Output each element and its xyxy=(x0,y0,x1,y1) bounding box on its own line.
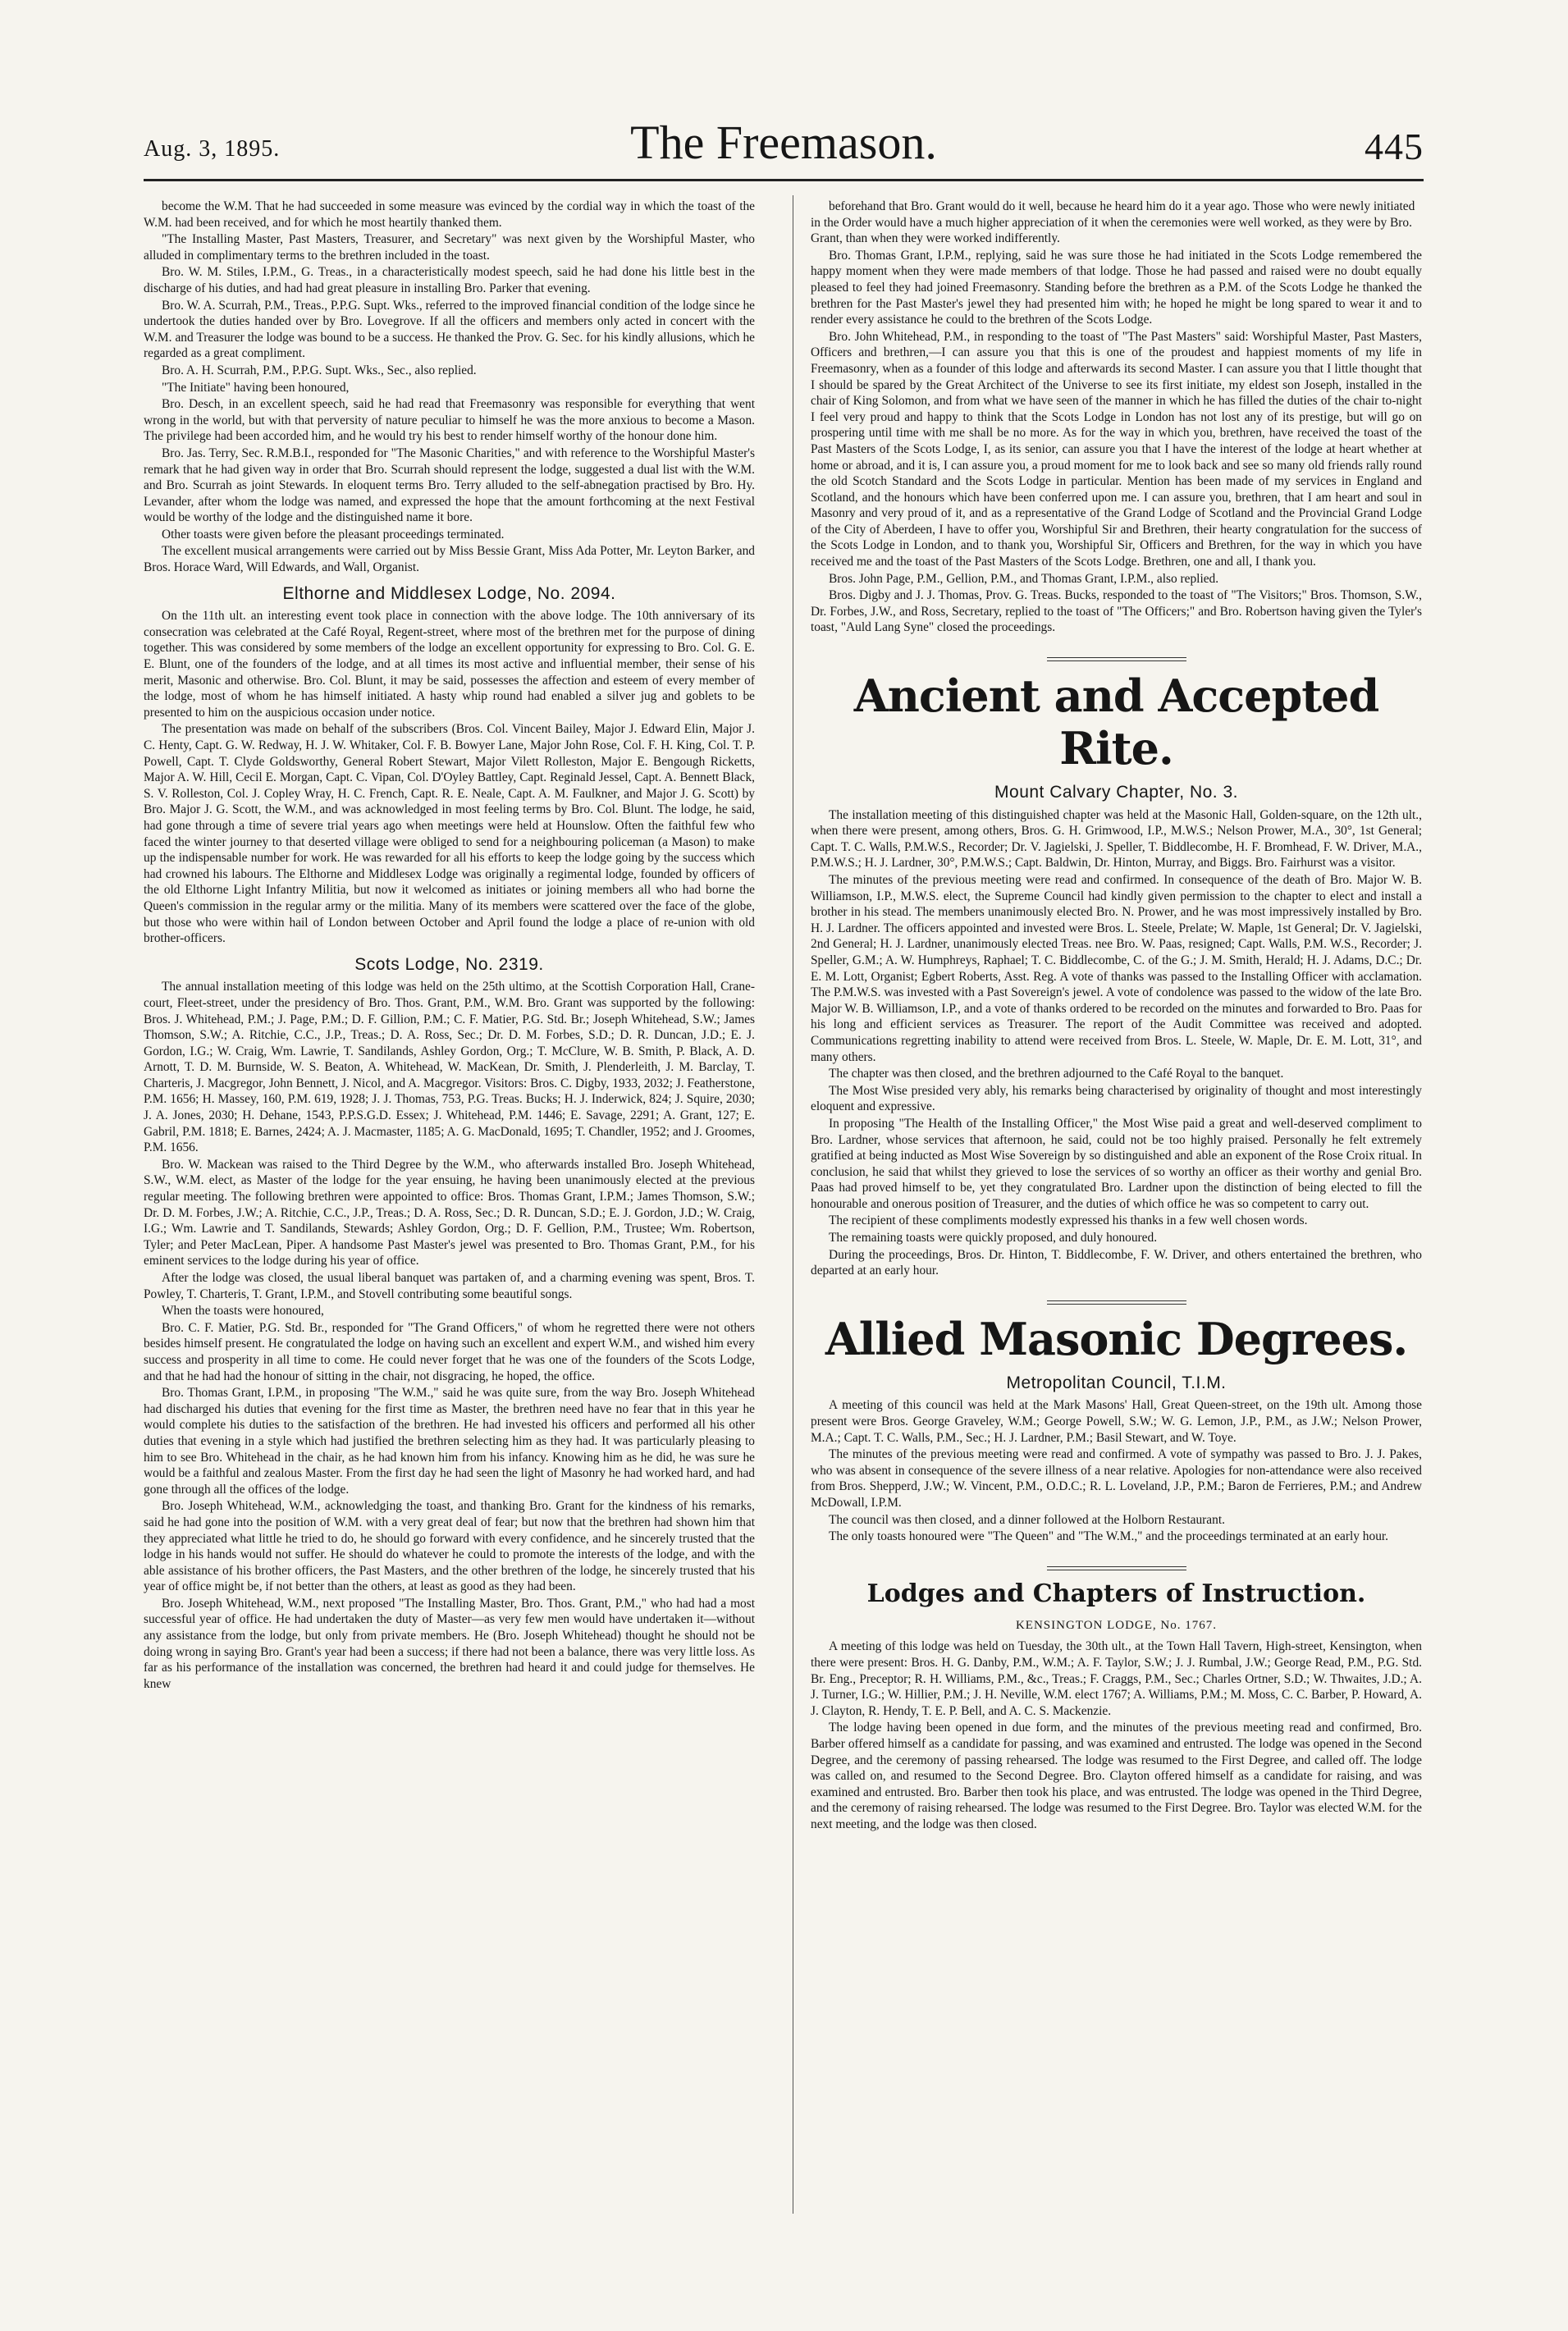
allied-degrees-article xyxy=(811,1397,1422,1544)
masthead-rule xyxy=(144,179,1424,181)
paragraph: The only toasts honoured were "The Queen" and "The W.M.," and the proceedings terminated at an early hour. xyxy=(829,1529,1389,1544)
paragraph: Bro. Joseph Whitehead, W.M., acknowledging the toast, and thanking Bro. Grant for the kindness of his remarks, said he had gone into the position of W.M. with a very great deal of fear; but now that the brethren had shown him that they appreciated what little he tried to do, he should go forward with every confidence, and he sincerely trusted that the lodge in his hands would not suffer. He should do whatever he could to promote the interests of the lodge, and with the able assistance of his brother officers, the Past Masters, and the other brethren of the lodge, he sincerely trusted that his year of office might be, if not better than the others, at least as good as they had been. xyxy=(144,1499,755,1594)
kensington-lodge-heading: KENSINGTON LODGE, No. 1767. xyxy=(1015,1618,1218,1632)
paragraph: Bro. Thomas Grant, I.P.M., replying, said he was sure those he had initiated in the Scots Lodge remembered the happy moment when they were made members of that lodge. Those he had passed and raised were no doubt equally pleased to feel they had joined Freemasonry. Standing before the brethren as a P.M. of the Scots Lodge he thanked the brethren for the Past Master's jewel they had presented him with; he hoped he might be long spared to wear it and to render every assistance he could to the brethren of the Scots Lodge. xyxy=(811,248,1422,327)
paragraph: Bro. Desch, in an excellent speech, said he had read that Freemasonry was responsible for everything that went wrong in the world, but with that perversity of nature peculiar to himself he was the more anxious to become a Mason. The privilege had been accorded him, and he would try his best to render himself worthy of the honour done him. xyxy=(144,397,755,444)
section-rule xyxy=(1047,1300,1186,1305)
ancient-rite-article xyxy=(811,807,1422,1279)
paragraph: become the W.M. That he had succeeded in some measure was evinced by the cordial way in which the toast of the W.M. had been received, and for which he most heartily thanked them. xyxy=(144,199,755,230)
paragraph: The recipient of these compliments modestly expressed his thanks in a few well chosen words. xyxy=(829,1213,1308,1228)
paragraph: The council was then closed, and a dinner followed at the Holborn Restaurant. xyxy=(829,1512,1225,1527)
paragraph: During the proceedings, Bros. Dr. Hinton, T. Biddlecombe, F. W. Driver, and others entertained the brethren, who departed at an early hour. xyxy=(811,1247,1422,1278)
page-number: 445 xyxy=(1365,126,1424,167)
paragraph: beforehand that Bro. Grant would do it well, because he heard him do it a year ago. Those who were newly initiated in the Order would have a much higher appreciation of it when the ceremonies were well worked, as they were by Bro. Grant, than when they were worked indifferently. xyxy=(811,199,1415,246)
paragraph: "The Installing Master, Past Masters, Treasurer, and Secretary" was next given by the Worshipful Master, who alluded in complimentary terms to the brethren included in the toast. xyxy=(144,232,755,263)
paragraph: Bros. John Page, P.M., Gellion, P.M., and Thomas Grant, I.P.M., also replied. xyxy=(829,571,1219,586)
paragraph: The minutes of the previous meeting were read and confirmed. A vote of sympathy was passed to Bro. J. J. Pakes, who was absent in consequence of the severe illness of a near relative. Apologies for non-attendance were also received from Bros. Shepperd, J.W.; W. Vincent, P.M., O.D.C.; R. L. Loveland, J.P., P.M.; Baron de Ferrieres, P.M.; and Andrew McDowall, I.P.M. xyxy=(811,1447,1422,1510)
scots-article xyxy=(144,979,755,1692)
paragraph: A meeting of this lodge was held on Tuesday, the 30th ult., at the Town Hall Tavern, High-street, Kensington, when there were present: Bros. H. G. Danby, P.M., W.M.; A. F. Taylor, S.W.; J. J. Rumbal, J.W.; George Read, P.M., P.G. Std. Br. Eng., Preceptor; R. H. Williams, P.M., &c., Treas.; F. Craggs, P.M., Sec.; Charles Ortner, S.D.; W. Thwaites, J.D.; A. J. Turner, I.G.; W. Hillier, P.M.; J. H. Neville, W.M. elect 1767; A. Williams, P.M.; M. Moss, C. C. Barber, P. Howard, A. J. Clayton, R. Hendy, T. E. P. Bell, and A. C. S. Mackenzie. xyxy=(811,1639,1422,1718)
paragraph: The installation meeting of this distinguished chapter was held at the Masonic Hall, Golden-square, on the 12th ult., when there were present, among others, Bros. G. H. Grimwood, I.P., M.W.S.; Nelson Prower, M.A., 30°, 1st General; Capt. T. C. Walls, P.M.W.S., Recorder; Dr. V. Jagielski, J. Speller, T. Biddlecombe, H. F. Bromhead, F. W. Driver, M.A., P.M.W.S.; H. J. Lardner, 30°, P.M.W.S.; Capt. Baldwin, Dr. Hinton, Murray, and Biggs. Bro. Fairhurst was a visitor. xyxy=(811,807,1422,871)
paragraph: On the 11th ult. an interesting event took place in connection with the above lodge. The 10th anniversary of its consecration was celebrated at the Café Royal, Regent-street, where most of the brethren met for the purpose of dining together. This was considered by some members of the lodge an excellent opportunity for expressing to Bro. Col. G. E. E. Blunt, one of the founders of the lodge, and at all times its most active and influential member, their sense of his merit, Masonic and otherwise. Bro. Col. Blunt, it may be said, possesses the affection and esteem of every member of the lodge, most of whom he has himself initiated. A hasty whip round had enabled a silver jug and goblets to be presented to him on the auspicious occasion under notice. xyxy=(144,609,755,720)
paragraph: The remaining toasts were quickly proposed, and duly honoured. xyxy=(829,1231,1158,1245)
scots-article-continued xyxy=(811,199,1422,636)
left-column xyxy=(144,199,755,1693)
paragraph: Bros. Digby and J. J. Thomas, Prov. G. Treas. Bucks, responded to the toast of "The Visitors;" Bros. Thomson, S.W., Dr. Forbes, J.W., and Ross, Secretary, replied to the toast of "The Officers;" and Bro. Robertson having given the Tyler's toast, "Auld Lang Syne" closed the proceedings. xyxy=(811,588,1422,635)
paragraph: Bro. Jas. Terry, Sec. R.M.B.I., responded for "The Masonic Charities," and with reference to the Worshipful Master's remark that he had given way in order that Bro. Scurrah should represent the lodge, suggested a dual list with the W.M. and Bro. Scurrah as joint Stewards. In eloquent terms Bro. Terry alluded to the self-abnegation practised by Bro. Hy. Levander, after whom the lodge was named, and expressed the hope that the amount forthcoming at the next Festival would be worthy of the lodge and the distinguished name it bore. xyxy=(144,446,755,525)
section-rule xyxy=(1047,1566,1186,1570)
metropolitan-council-heading: Metropolitan Council, T.I.M. xyxy=(1006,1373,1227,1392)
paragraph: The lodge having been opened in due form, and the minutes of the previous meeting read and confirmed, Bro. Barber offered himself as a candidate for passing, and was examined and entrusted. The lodge was opened in the Second Degree, and the ceremony of passing rehearsed. The lodge was resumed to the First Degree, and called off. The lodge was called on, and resumed to the Second Degree. Bro. Clayton offered himself as a candidate for raising, and was examined and entrusted. Bro. Barber then took his place, and was entrusted. The lodge was opened in the Third Degree, and the ceremony of raising rehearsed. The lodge was resumed to the First Degree. Bro. Taylor was elected W.M. for the next meeting, and the lodge was then closed. xyxy=(811,1721,1422,1831)
paragraph: Bro. Joseph Whitehead, W.M., next proposed "The Installing Master, Bro. Thos. Grant, P.M.," who had had a most successful year of office. He had undertaken the duty of Master—as very few men would have undertaken it—without any assistance from the lodge, but only from private members. He (Bro. Joseph Whitehead) thought he should not be doing wrong in saying Bro. Grant's year had been a success; if there had not been a balance, there was very little loss. As far as his performance of the installation was concerned, the brethren had heard it and could judge for themselves. He knew xyxy=(144,1596,755,1691)
paragraph: The presentation was made on behalf of the subscribers (Bros. Col. Vincent Bailey, Major J. Edward Elin, Major J. C. Henty, Capt. G. W. Redway, H. J. W. Whitaker, Col. F. B. Bowyer Lane, Major John Rose, Col. F. H. King, Col. T. P. Powell, Capt. T. Clyde Goldsworthy, General Robert Stewart, Major Vilett Rolleston, Major E. Bengough Ricketts, Major A. W. Hill, Cecil E. Morgan, Capt. C. Vipan, Col. D'Oyley Battley, Capt. Reginald Jessel, Capt. A. Bennett Black, S. V. Rolleston, Col. J. Copley Wray, H. C. French, Capt. R. E. Neale, Capt. A. M. Faulkner, and Major J. G. Scott) by Bro. Major J. G. Scott, the W.M., and was acknowledged in most feeling terms by Bro. Col. Blunt. The lodge, he said, had gone through a time of severe trial years ago when meetings were held at Hounslow. Often the faithful few who faced the winter journey to that deserted village were obliged to send for a neighbouring policeman (a Mason) to make up the indispensable number for work. He was rewarded for all his efforts to keep the lodge going by the success which had crowned his labours. The Elthorne and Middlesex Lodge was originally a regimental lodge, founded by officers of the old Elthorne Light Infantry Militia, but now it welcomed as initiates or joining members all who had borne the Queen's commission in the regular army or the militia. Many of its members were scattered over the face of the globe, but those who were within hail of London between October and April found the lodge a place of re-union with old brother-officers. xyxy=(144,722,755,946)
paragraph: Bro. A. H. Scurrah, P.M., P.P.G. Supt. Wks., Sec., also replied. xyxy=(162,363,477,377)
elthorne-article xyxy=(144,608,755,946)
mount-calvary-heading: Mount Calvary Chapter, No. 3. xyxy=(994,783,1238,802)
paragraph: A meeting of this council was held at the Mark Masons' Hall, Great Queen-street, on the 19th ult. Among those present were Bros. George Graveley, W.M.; George Powell, S.W.; W. G. Lemon, J.P., P.M., as J.W.; Nelson Prower, M.A.; Capt. T. C. Walls, P.M., Sec.; H. J. Lardner, P.M.; Basil Stewart, and W. Toye. xyxy=(811,1398,1422,1445)
paragraph: Bro. W. M. Stiles, I.P.M., G. Treas., in a characteristically modest speech, said he had done his little best in the discharge of his duties, and had had great pleasure in installing Bro. Parker that evening. xyxy=(144,265,755,295)
right-column xyxy=(811,199,1422,1834)
paragraph: Bro. W. A. Scurrah, P.M., Treas., P.P.G. Supt. Wks., referred to the improved financial condition of the lodge since he undertook the duties handed over by Bro. Lovegrove. If all the officers and members only acted in concert with the W.M. and Treasurer the lodge was bound to be a success. He thanked the Prov. G. Sec. for his kindly allusions, which he regarded as a great compliment. xyxy=(144,298,755,361)
paragraph: When the toasts were honoured, xyxy=(162,1304,324,1319)
paragraph: The excellent musical arrangements were carried out by Miss Bessie Grant, Miss Ada Potter, Mr. Leyton Barker, and Bros. Horace Ward, Will Edwards, and Wall, Organist. xyxy=(144,544,755,575)
newspaper-title: The Freemason. xyxy=(630,116,937,169)
paragraph: Bro. Thomas Grant, I.P.M., in proposing "The W.M.," said he was quite sure, from the way Bro. Joseph Whitehead had discharged his duties that evening for the first time as Master, the brethren need have no fear that in this year he would complete his duties to the satisfaction of the brethren. He had invested his officers and performed all his other duties that evening in a style which had justified the brethren selecting him as they had. It was particularly pleasing to him to see Bro. Whitehead in the chair, as he had known him from his infancy. Knowing him as he did, he was sure he would be a faithful and zealous Master. From the first day he had seen the light of Masonry he had worked hard, and had gone through all the offices of the lodge. xyxy=(144,1386,755,1497)
paragraph: The minutes of the previous meeting were read and confirmed. In consequence of the death of Bro. Major W. B. Williamson, I.P., M.W.S. elect, the Supreme Council had kindly given permission to the chapter to elect and install a brother in his stead. The members unanimously elected Bro. N. Prower, and he was most impressively installed by Bro. H. J. Lardner. The officers appointed and invested were Bros. L. Steele, Prelate; W. Maple, 1st General; Dr. V. Jagielski, 2nd General; H. J. Lardner, unanimously elected Treas. nee Bro. W. Paas, resigned; Capt. Walls, P.M. W.S., Recorder; J. Speller, G.M.; A. W. Humphreys, Raphael; T. C. Biddlecombe, C. of the G.; J. M. Smith, Herald; H. J. Adams, D.C.; Dr. E. M. Lott, Organist; Egbert Roberts, Asst. Reg. A vote of thanks was passed to the Installing Officer with acclamation. The P.M.W.S. was invested with a Past Sovereign's jewel. A vote of condolence was passed to the widow of the late Bro. Major W. B. Williamson, I.P., and a vote of thanks ordered to be recorded on the minutes and forwarded to Bro. Paas for his long and efficient services as Treasurer. The report of the Audit Committee was received and adopted. Communications regretting inability to attend were received from Bros. L. Steele, W. Maple, Dr. E. M. Lott, 31°, and many others. xyxy=(811,873,1422,1064)
paragraph: "The Initiate" having been honoured, xyxy=(162,380,350,395)
paragraph: The chapter was then closed, and the brethren adjourned to the Café Royal to the banquet. xyxy=(829,1067,1284,1081)
paragraph: After the lodge was closed, the usual liberal banquet was partaken of, and a charming evening was spent, Bros. T. Powley, T. Charteris, T. Grant, I.P.M., and Stovell contributing some beautiful songs. xyxy=(144,1271,755,1301)
paragraph: In proposing "The Health of the Installing Officer," the Most Wise paid a great and well-deserved compliment to Bro. Lardner, whose services that afternoon, he said, could not be too highly praised. Personally he felt extremely gratified at being inducted as Most Wise Sovereign by so distinguished and able an exponent of the Rose Croix ritual. In conclusion, he said that whilst they grieved to lose the services of so worthy an officer as their worthy and genial Bro. Paas had proved himself to be, yet they congratulated Bro. Lardner upon the distinction of being elected to fill the honourable and onerous position of Treasurer, and the duties of which office he was so competent to carry out. xyxy=(811,1116,1422,1211)
paragraph: Other toasts were given before the pleasant proceedings terminated. xyxy=(162,527,505,542)
instruction-article xyxy=(811,1639,1422,1832)
instruction-heading: Lodges and Chapters of Instruction. xyxy=(866,1579,1366,1608)
scots-heading: Scots Lodge, No. 2319. xyxy=(354,954,544,974)
paragraph: Bro. C. F. Matier, P.G. Std. Br., responded for "The Grand Officers," of whom he regretted there were not others besides himself present. He congratulated the lodge on having such an excellent and expert W.M., and wished him every success and prosperity in all time to come. He could never forget that he was one of the founders of the Scots Lodge, and that he had had the honour of sitting in the chair, not disgracing, he hoped, the office. xyxy=(144,1320,755,1383)
paragraph: The annual installation meeting of this lodge was held on the 25th ultimo, at the Scottish Corporation Hall, Crane-court, Fleet-street, under the presidency of Bro. Thos. Grant, P.M., W.M. Bro. Grant was supported by the following: Bros. J. Whitehead, P.M.; J. Page, P.M.; D. F. Gillion, P.M.; C. F. Matier, P.G. Std. Br.; Joseph Whitehead, S.W.; James Thomson, S.W.; A. Ritchie, C.C., J.P., Treas.; D. A. Ross, Sec.; Dr. D. M. Forbes, S.D.; D. R. Duncan, J.D.; E. J. Gordon, I.G.; W. Craig, Wm. Lawrie, T. Sandilands, Ashley Gordon, Org.; T. McClure, W. B. Smith, P. Black, A. D. Arnott, T. D. M. Burnside, W. S. Beaton, A. Whitehead, W. MacKean, Dr. Smith, J. Plenderleith, J. M. Barclay, T. Charteris, J. Macgregor, John Bennett, J. Nicol, and A. Macgregor. Visitors: Bros. C. Digby, 1933, 2032; J. Featherstone, P.M. 1656; H. Massey, 160, P.M. 619, 1928; J. J. Thomas, 753, P.G. Treas. Bucks; H. J. Inderwick, 824; J. Squire, 2030; J. A. Jones, 2030; H. Dehane, 1543, P.P.S.G.D. Essex; J. Whitehead, P.M. 1446; E. Savage, 2291; A. Grant, 127; E. Gabril, P.M. 1818; E. Barnes, 2424; A. J. Macmaster, 1185; A. G. MacDonald, 1695; T. Chandler, 1952; and J. Groomes, P.M. 1656. xyxy=(144,980,755,1155)
paragraph: The Most Wise presided very ably, his remarks being characterised by originality of thought and most interestingly eloquent and expressive. xyxy=(811,1083,1422,1114)
ancient-rite-heading: Ancient and Accepted Rite. xyxy=(853,670,1379,775)
paragraph: Bro. W. Mackean was raised to the Third Degree by the W.M., who afterwards installed Bro. Joseph Whitehead, S.W., W.M. elect, as Master of the lodge for the year ensuing, he having been unanimously elected at the previous regular meeting. The following brethren were appointed to office: Bros. Thomas Grant, I.P.M.; James Thomson, S.W.; Dr. D. M. Forbes, J.W.; A. Ritchie, C.C., J.P., Treas.; D. A. Ross, Sec.; D. R. Duncan, S.D.; E. J. Gordon, J.D.; W. Craig, I.G.; Wm. Lawrie and T. Sandilands, Stewards; Ashley Gordon, Org.; D. F. Gellion, P.M., Trustee; Wm. Robertson, Tyler; and Peter MacLean, Piper. A handsome Past Master's jewel was presented to Bro. Thomas Grant, P.M., for his eminent services to the lodge during his year of office. xyxy=(144,1157,755,1268)
intro-article xyxy=(144,199,755,576)
issue-date: Aug. 3, 1895. xyxy=(144,136,281,162)
masthead xyxy=(144,115,1424,172)
paragraph: Bro. John Whitehead, P.M., in responding to the toast of "The Past Masters" said: Worshipful Master, Past Masters, Officers and brethren,—I can assure you that this is one of the proudest and happiest moments of my life in Freemasonry, when as a founder of this lodge and afterwards its second Master. I can assure you that I little thought that I should be spared by the Great Architect of the Universe to see its first initiate, my eldest son Joseph, installed in the chair of King Solomon, and from what we have seen of the manner in which he has filled the duties of the chair to-night I feel very proud and happy to think that the Scots Lodge in London has not lost any of its prestige, but will go on prospering until time with me shall be no more. As for the way in which you, brethren, have received the toast of the Past Masters of the Scots Lodge, I, as its senior, can assure you that I have the interest of the lodge at heart whether at home or abroad, and it is, I can assure you, a proud moment for me to look back and see so many old friends rally round the old Scotch Standard and the Scots Lodge in particular. Mention has been made of my services in England and Scotland, and the honours which have been conferred upon me. I can assure you, brethren, that I am heart and soul in Masonry and very proud of it, and as a representative of the Grand Lodge of Scotland and the Provincial Grand Lodge of the City of Aberdeen, I have to offer you, Worshipful Sir and Brethren, their hearty congratulation for the success of the Scots Lodge in London, and to thank you, Worshipful Sir, Officers and Brethren, for the way in which you have received me and the toast of the Past Masters of the Scots Lodge. Brethren, one and all, I thank you. xyxy=(811,329,1422,569)
section-rule xyxy=(1047,657,1186,661)
elthorne-heading: Elthorne and Middlesex Lodge, No. 2094. xyxy=(282,583,616,603)
allied-degrees-heading: Allied Masonic Degrees. xyxy=(825,1312,1408,1365)
